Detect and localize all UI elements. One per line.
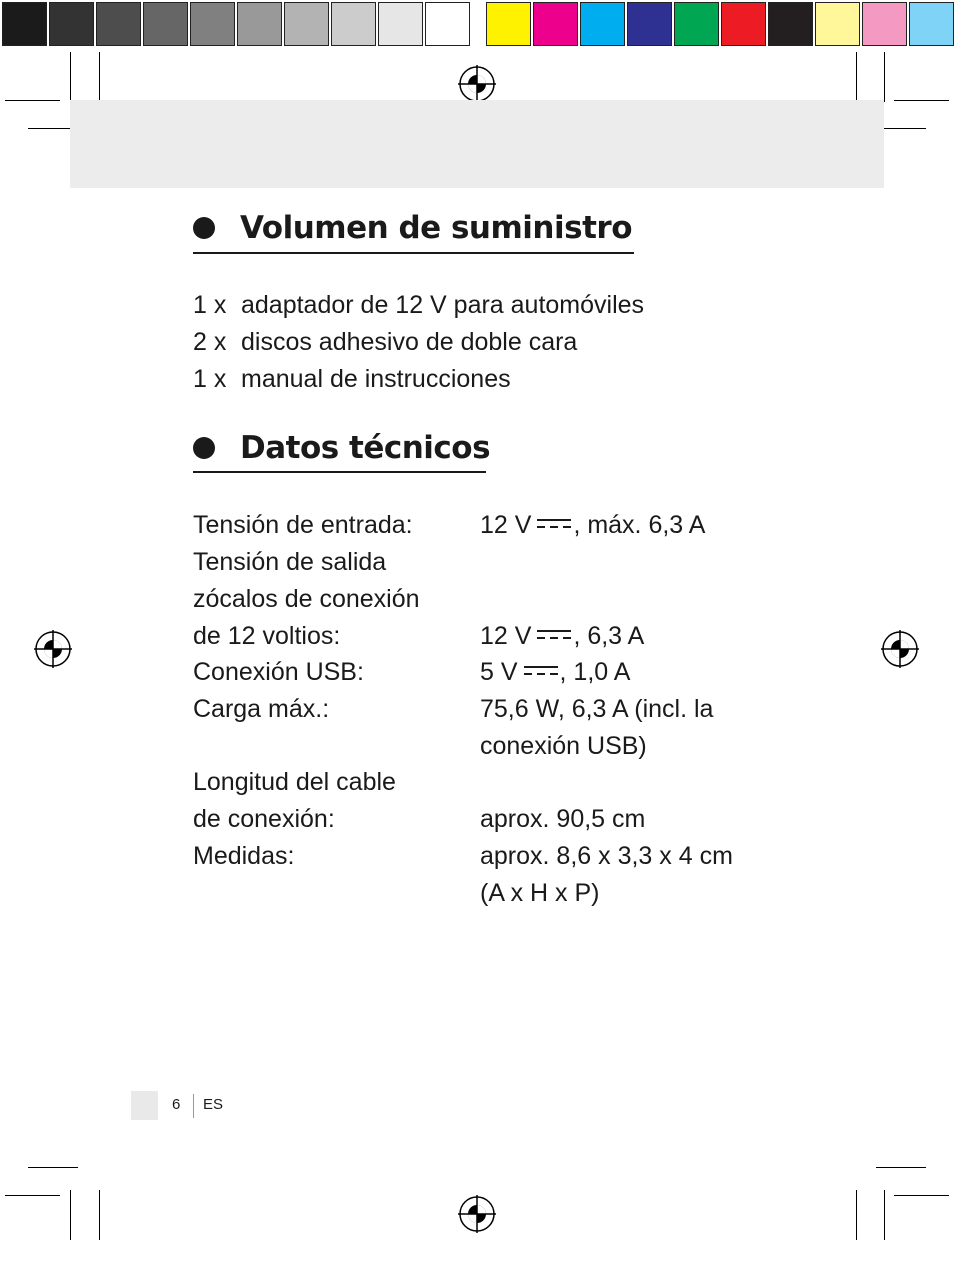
gray-swatch bbox=[2, 2, 47, 46]
spec-label: Conexión USB: bbox=[193, 658, 364, 686]
color-swatch bbox=[909, 2, 954, 46]
list-item-text: manual de instrucciones bbox=[241, 365, 511, 393]
spec-label: Longitud del cable bbox=[193, 768, 396, 796]
bullet-icon bbox=[193, 217, 215, 239]
gray-swatch bbox=[96, 2, 141, 46]
dc-symbol-icon bbox=[537, 628, 571, 640]
registration-mark-left-icon bbox=[34, 630, 72, 668]
color-swatch bbox=[815, 2, 860, 46]
spec-value: conexión USB) bbox=[480, 732, 647, 760]
spec-value: 75,6 W, 6,3 A (incl. la bbox=[480, 695, 714, 723]
color-swatch bbox=[721, 2, 766, 46]
list-item-qty: 1 x bbox=[193, 291, 227, 319]
dc-symbol-icon bbox=[537, 517, 571, 529]
registration-mark-top-icon bbox=[458, 65, 496, 103]
color-swatch bbox=[674, 2, 719, 46]
gray-swatch bbox=[49, 2, 94, 46]
spec-value: (A x H x P) bbox=[480, 879, 600, 907]
spec-label: Tensión de entrada: bbox=[193, 511, 413, 539]
spec-label: de conexión: bbox=[193, 805, 335, 833]
color-swatch bbox=[533, 2, 578, 46]
page-number: 6 bbox=[172, 1096, 181, 1113]
gray-swatch bbox=[190, 2, 235, 46]
color-swatch bbox=[627, 2, 672, 46]
gray-swatch bbox=[425, 2, 470, 46]
spec-label: Carga máx.: bbox=[193, 695, 330, 723]
section-heading-supply bbox=[193, 210, 632, 246]
section-title: Datos técnicos bbox=[240, 430, 491, 466]
registration-mark-right-icon bbox=[881, 630, 919, 668]
heading-underline bbox=[193, 252, 634, 254]
gray-swatch bbox=[331, 2, 376, 46]
gray-swatch bbox=[378, 2, 423, 46]
spec-label: Medidas: bbox=[193, 842, 295, 870]
color-swatch bbox=[486, 2, 531, 46]
list-item-text: adaptador de 12 V para automóviles bbox=[241, 291, 645, 319]
header-band bbox=[70, 100, 884, 188]
bullet-icon bbox=[193, 437, 215, 459]
spec-value: aprox. 90,5 cm bbox=[480, 805, 646, 833]
list-item-text: discos adhesivo de doble cara bbox=[241, 328, 578, 356]
section-title: Volumen de suministro bbox=[240, 210, 632, 246]
spec-value: 5 V , 1,0 A bbox=[480, 658, 631, 686]
gray-swatch bbox=[237, 2, 282, 46]
spec-value: aprox. 8,6 x 3,3 x 4 cm bbox=[480, 842, 733, 870]
section-heading-technical bbox=[193, 430, 490, 466]
gray-swatch bbox=[143, 2, 188, 46]
spec-value: 12 V , máx. 6,3 A bbox=[480, 511, 706, 539]
color-swatch bbox=[768, 2, 813, 46]
spec-label: de 12 voltios: bbox=[193, 622, 341, 650]
color-calibration-bar bbox=[486, 2, 954, 48]
list-item-qty: 1 x bbox=[193, 365, 227, 393]
dc-symbol-icon bbox=[524, 664, 558, 676]
color-swatch bbox=[580, 2, 625, 46]
grayscale-calibration-bar bbox=[2, 2, 472, 48]
language-code: ES bbox=[203, 1096, 224, 1113]
color-swatch bbox=[862, 2, 907, 46]
registration-mark-bottom-icon bbox=[458, 1195, 496, 1233]
footer-divider bbox=[193, 1094, 194, 1118]
spec-label: Tensión de salida bbox=[193, 548, 387, 576]
spec-value: 12 V , 6,3 A bbox=[480, 622, 645, 650]
list-item-qty: 2 x bbox=[193, 328, 227, 356]
spec-label: zócalos de conexión bbox=[193, 585, 420, 613]
heading-underline bbox=[193, 471, 486, 473]
gray-swatch bbox=[284, 2, 329, 46]
footer-tab bbox=[131, 1091, 158, 1120]
